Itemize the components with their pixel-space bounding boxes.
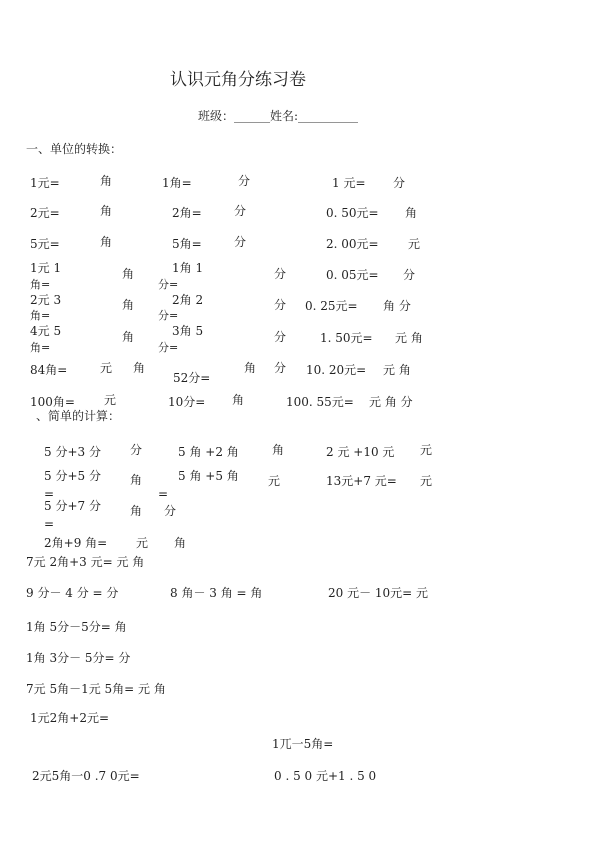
item: 2元= xyxy=(30,206,60,220)
item: 20 元－ 10元= 元 xyxy=(328,586,429,600)
item: 5元= xyxy=(30,237,60,251)
item: 元 xyxy=(136,536,149,550)
item: 3角 5 xyxy=(172,324,204,338)
item: 角 xyxy=(100,235,113,249)
item: 2元5角一0 .7 0元= xyxy=(32,769,140,783)
item: 1兀一5角= xyxy=(272,737,334,751)
item: 5 分+5 分 xyxy=(44,469,101,483)
item: 分 xyxy=(274,267,287,281)
item: 分 xyxy=(274,361,287,375)
item: 1元= xyxy=(30,176,60,190)
item: 1. 50元= xyxy=(320,331,373,345)
item: 0. 05元= xyxy=(326,268,379,282)
item: 角= xyxy=(30,278,51,291)
item: 13元+7 元= xyxy=(326,474,397,488)
item: 2角 2 xyxy=(172,293,204,307)
section-heading-unit-conversion: 一、单位的转换： xyxy=(26,142,123,156)
item: 1元 1 xyxy=(30,261,62,275)
item: 5 分+3 分 xyxy=(44,445,101,459)
item: 元 xyxy=(408,237,421,251)
class-name-line: 班级：______姓名:__________ xyxy=(198,109,359,123)
item: 8 角－ 3 角 = 角 xyxy=(170,586,263,600)
item: 1 元= xyxy=(332,176,366,190)
item: 5角= xyxy=(172,237,202,251)
item: 元 xyxy=(268,474,281,488)
item: 角 xyxy=(272,443,285,457)
item: 5 角 +2 角 xyxy=(178,445,239,459)
item: 角 xyxy=(122,330,135,344)
item: 100角= xyxy=(30,395,75,409)
item: 1角 3分－ 5分= 分 xyxy=(26,651,131,665)
item: 52分= xyxy=(173,371,211,385)
item: = xyxy=(44,487,55,501)
item: 角 xyxy=(133,361,146,375)
item: 元 xyxy=(420,474,433,488)
item: 2角= xyxy=(172,206,202,220)
item: 2角+9 角= xyxy=(44,536,108,550)
item: = xyxy=(44,517,55,531)
item: 角 xyxy=(232,393,245,407)
item: 1元2角+2元= xyxy=(30,711,110,725)
item: 分= xyxy=(158,309,179,322)
item: 分 xyxy=(274,298,287,312)
item: 分 xyxy=(403,268,416,282)
item: 7元 2角+3 元= 元 角 xyxy=(26,555,145,569)
item: 元 xyxy=(104,393,117,407)
item: 角= xyxy=(30,341,51,354)
item: 10. 20元= xyxy=(306,363,367,377)
item: 角 xyxy=(122,267,135,281)
item: 分 xyxy=(130,443,143,457)
item: 2元 3 xyxy=(30,293,62,307)
item: 分 xyxy=(234,204,247,218)
item: 角 xyxy=(174,536,187,550)
item: 0 . 5 0 元+1 . 5 0 xyxy=(274,769,377,783)
item: 元 xyxy=(100,361,113,375)
item: 角 xyxy=(100,174,113,188)
item: 1角 1 xyxy=(172,261,204,275)
item: 分= xyxy=(158,341,179,354)
item: 元 角 xyxy=(395,331,423,345)
item: 2 元 +10 元 xyxy=(326,445,395,459)
item: = xyxy=(158,487,169,501)
item: 角 xyxy=(122,298,135,312)
item: 100. 55元= xyxy=(286,395,354,409)
item: 84角= xyxy=(30,363,68,377)
item: 4元 5 xyxy=(30,324,62,338)
item: 分 xyxy=(393,176,406,190)
item: 元 xyxy=(420,443,433,457)
item: 角= xyxy=(30,309,51,322)
item: 角 xyxy=(244,361,257,375)
item: 2. 00元= xyxy=(326,237,379,251)
item: 分= xyxy=(158,278,179,291)
item: 元 角 分 xyxy=(369,395,413,409)
item: 分 xyxy=(238,174,251,188)
item: 角 xyxy=(130,473,143,487)
item: 1角= xyxy=(162,176,192,190)
item: 分 xyxy=(234,235,247,249)
item: 1角 5分－5分= 角 xyxy=(26,620,127,634)
item: 7元 5角－1元 5角= 元 角 xyxy=(26,682,166,696)
item: 角 xyxy=(100,204,113,218)
item: 分 xyxy=(274,330,287,344)
section-heading-simple-calculation: 、简单的计算： xyxy=(36,409,121,423)
item: 分 xyxy=(164,504,177,518)
item: 5 分+7 分 xyxy=(44,499,101,513)
page-title: 认识元角分练习卷 xyxy=(170,70,306,90)
item: 10分= xyxy=(168,395,206,409)
item: 角 分 xyxy=(383,299,411,313)
item: 元 角 xyxy=(383,363,411,377)
item: 0. 25元= xyxy=(305,299,358,313)
item: 角 xyxy=(130,504,143,518)
item: 0. 50元= xyxy=(326,206,379,220)
item: 5 角 +5 角 xyxy=(178,469,239,483)
item: 角 xyxy=(405,206,418,220)
item: 9 分－ 4 分 = 分 xyxy=(26,586,119,600)
